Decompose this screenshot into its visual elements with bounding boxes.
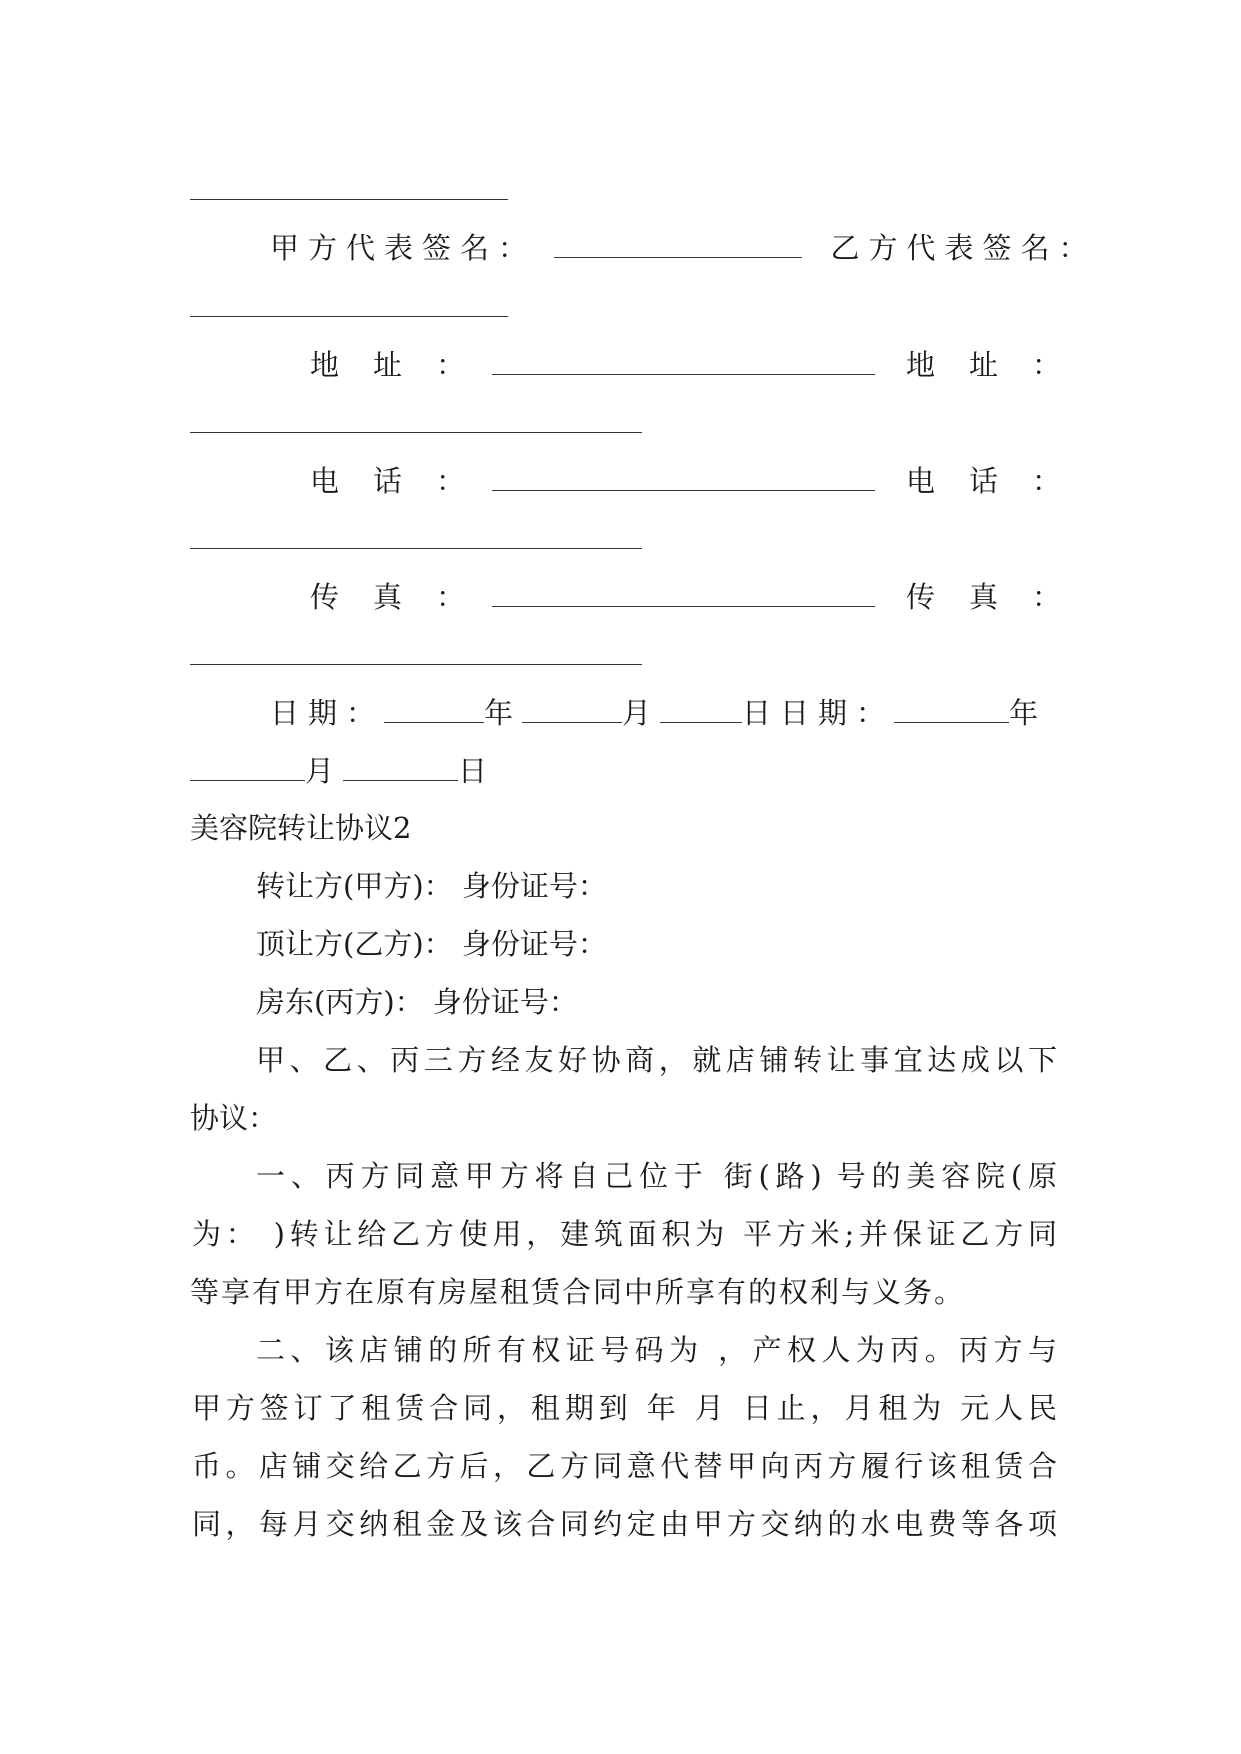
year-blank-a (384, 700, 484, 723)
fax-label-a: 传真： (310, 580, 500, 614)
phone-row-b (906, 461, 1095, 501)
day-date-label: 日日期： (742, 696, 895, 730)
day-label-b: 日 (458, 754, 497, 788)
intro-line-2: 协议： (190, 1101, 278, 1135)
clause2-line-1: 二、该店铺的所有权证号码为 ，产权人为丙。丙方与 (256, 1333, 1057, 1367)
clause1-line-2: 为： )转让给乙方使用，建筑面积为 平方米;并保证乙方同 (192, 1217, 1057, 1251)
party-b-rep-label: 乙方代表签名： (830, 231, 1097, 265)
intro-line-1: 甲、乙、丙三方经友好协商，就店铺转让事宜达成以下 (256, 1043, 1057, 1077)
year-label-b: 年 (1009, 696, 1048, 730)
month-blank-a (522, 700, 622, 723)
address-blank-b (190, 432, 642, 433)
clause1-line-3: 等享有甲方在原有房屋租赁合同中所享有的权利与义务。 (190, 1275, 966, 1309)
phone-row (310, 461, 499, 501)
day-blank-a (660, 700, 742, 723)
address-row-b (906, 345, 1095, 385)
phone-label-a: 电话： (310, 464, 500, 498)
month-blank-b (190, 758, 305, 781)
fax-blank-a (492, 606, 875, 607)
document-title: 美容院转让协议2 (190, 811, 412, 845)
party-a-rep-label: 甲方代表签名： (270, 231, 537, 265)
phone-blank-a (492, 490, 875, 491)
fax-row-b (906, 577, 1095, 617)
date-label-a: 日期： (270, 696, 385, 730)
fax-blank-b (190, 664, 642, 665)
signature-blank-line (190, 199, 508, 200)
party-transferor: 转让方(甲方)： 身份证号： (256, 869, 607, 903)
month-label-b: 月 (305, 754, 344, 788)
address-label-b: 地址： (906, 348, 1096, 382)
fax-row (310, 577, 499, 617)
date-row-b (190, 751, 496, 791)
signature-row (270, 228, 1096, 268)
phone-blank-b (190, 548, 642, 549)
clause2-line-4: 同，每月交纳租金及该合同约定由甲方交纳的水电费等各项 (192, 1507, 1057, 1541)
address-row (310, 345, 499, 385)
party-landlord: 房东(丙方)： 身份证号： (256, 985, 578, 1019)
address-label-a: 地址： (310, 348, 500, 382)
fax-label-b: 传真： (906, 580, 1096, 614)
party-b-rep-blank (190, 316, 508, 317)
party-transferee: 顶让方(乙方)： 身份证号： (256, 927, 607, 961)
clause2-line-3: 币。店铺交给乙方后，乙方同意代替甲向丙方履行该租赁合 (192, 1449, 1057, 1483)
year-blank-b (894, 700, 1009, 723)
phone-label-b: 电话： (906, 464, 1096, 498)
clause2-line-2: 甲方签订了租赁合同，租期到 年 月 日止，月租为 元人民 (192, 1391, 1057, 1425)
day-blank-b (343, 758, 458, 781)
year-label-a: 年 (484, 696, 523, 730)
party-a-rep-blank (554, 235, 802, 258)
date-row (270, 693, 1047, 733)
clause1-line-1: 一、丙方同意甲方将自己位于 街(路) 号的美容院(原 (256, 1159, 1057, 1193)
month-label-a: 月 (622, 696, 661, 730)
address-blank-a (492, 374, 875, 375)
